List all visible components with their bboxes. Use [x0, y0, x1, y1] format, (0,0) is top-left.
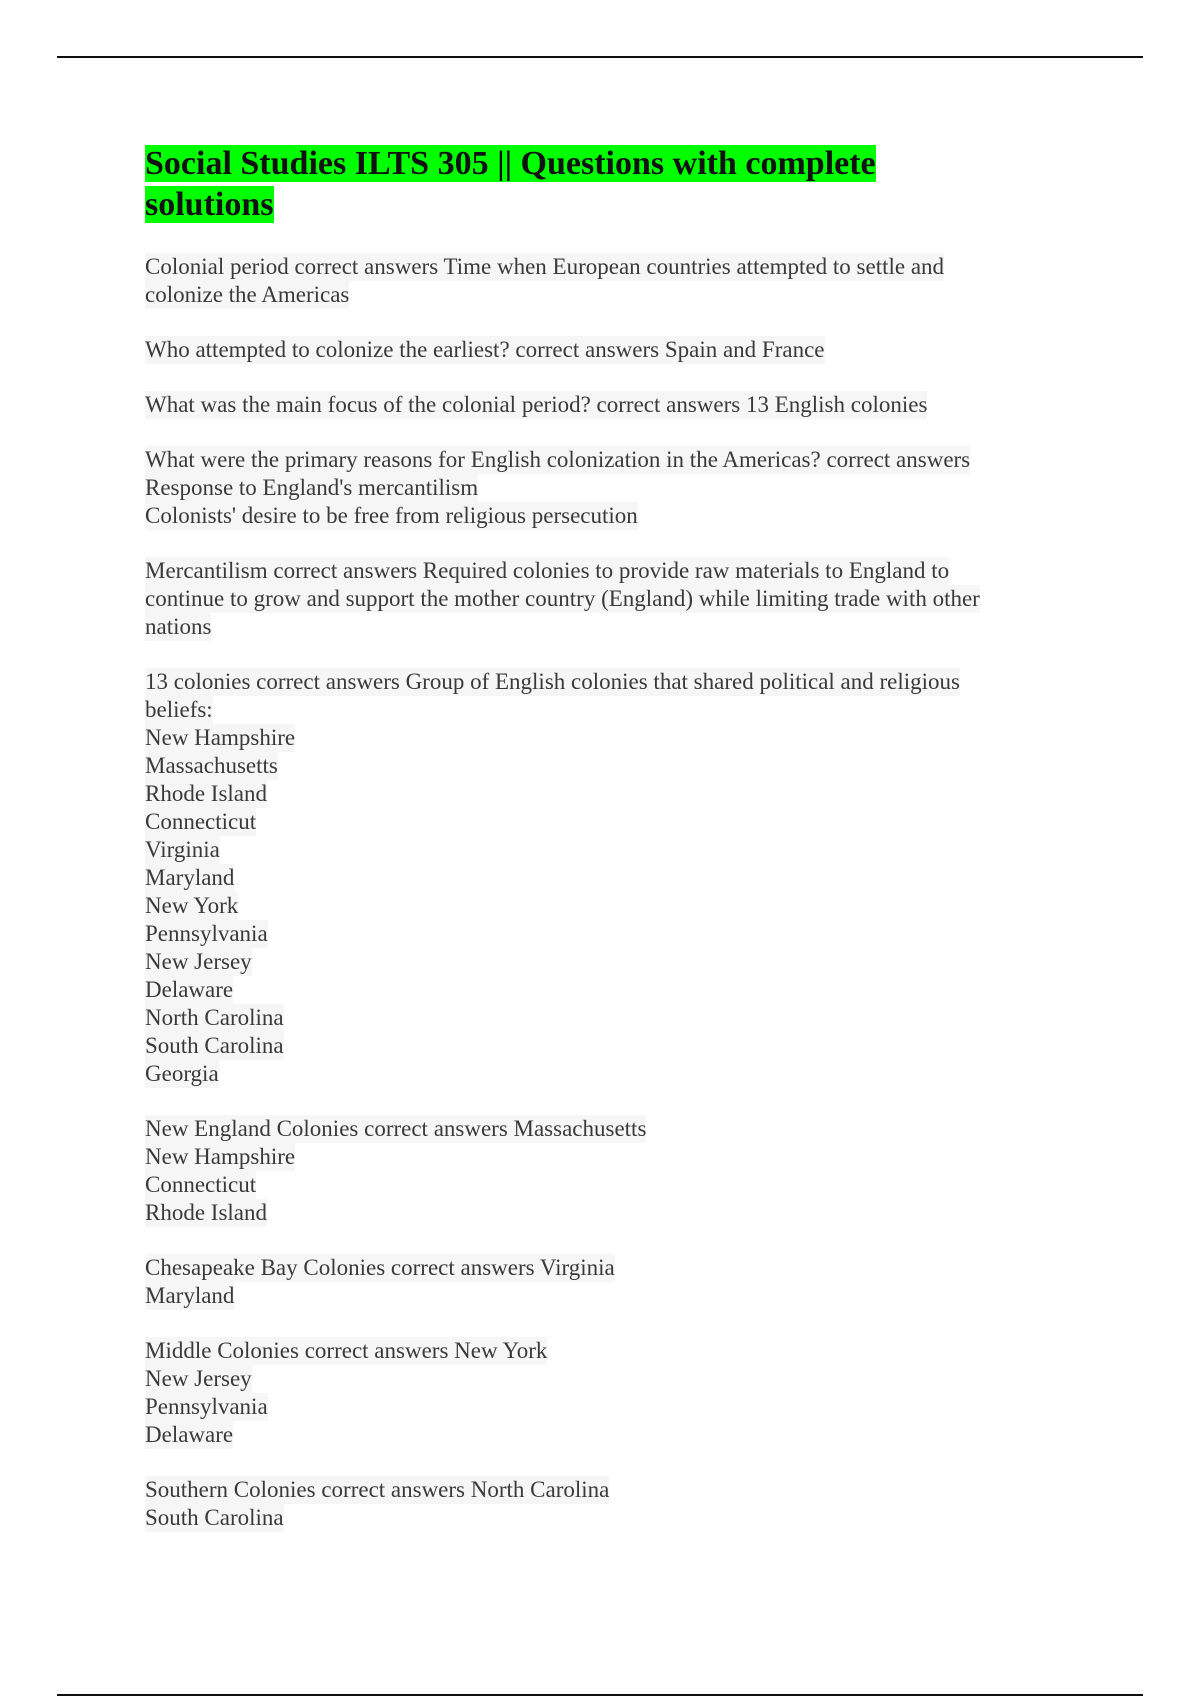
qa-entry: [145, 557, 1045, 641]
document-title: [145, 143, 945, 225]
qa-entry: [145, 1254, 1045, 1310]
entry-line: Rhode Island: [145, 781, 268, 806]
entry-line: South Carolina: [145, 1505, 284, 1530]
entry-line: New York: [145, 893, 239, 918]
entry-line: beliefs:: [145, 697, 213, 722]
document-body: [145, 143, 1045, 1532]
entry-line: Chesapeake Bay Colonies correct answers Virginia: [145, 1255, 615, 1280]
entry-line: Pennsylvania: [145, 1394, 268, 1419]
qa-entry: [145, 391, 1045, 419]
qa-entry: [145, 253, 1045, 309]
entry-line: North Carolina: [145, 1005, 284, 1030]
qa-entry: [145, 1115, 1045, 1227]
qa-entry: [145, 446, 1045, 530]
entry-line: Maryland: [145, 865, 235, 890]
entry-line: New Hampshire: [145, 1144, 296, 1169]
entry-line: New Hampshire: [145, 725, 296, 750]
qa-entry: [145, 1476, 1045, 1532]
entry-line: Middle Colonies correct answers New York: [145, 1338, 548, 1363]
document-title-text: Social Studies ILTS 305 || Questions with complete solutions: [145, 145, 876, 223]
entry-line: Who attempted to colonize the earliest? correct answers Spain and France: [145, 337, 825, 362]
entry-line: Colonial period correct answers Time when European countries attempted to settle and: [145, 254, 945, 279]
entry-line: What was the main focus of the colonial period? correct answers 13 English colonies: [145, 392, 928, 417]
qa-entry: [145, 336, 1045, 364]
entry-line: New Jersey: [145, 949, 252, 974]
entry-line: Response to England's mercantilism: [145, 475, 479, 500]
entry-line: Massachusetts: [145, 753, 278, 778]
entry-line: Southern Colonies correct answers North Carolina: [145, 1477, 610, 1502]
entry-line: South Carolina: [145, 1033, 284, 1058]
entry-line: New England Colonies correct answers Massachusetts: [145, 1116, 647, 1141]
entry-line: Pennsylvania: [145, 921, 268, 946]
entry-line: nations: [145, 614, 212, 639]
header-rule: [57, 56, 1143, 58]
entry-line: Connecticut: [145, 1172, 257, 1197]
entry-line: Delaware: [145, 977, 234, 1002]
entry-line: Delaware: [145, 1422, 234, 1447]
entry-line: Rhode Island: [145, 1200, 268, 1225]
entry-line: Mercantilism correct answers Required colonies to provide raw materials to England to: [145, 558, 950, 583]
qa-entry: [145, 1337, 1045, 1449]
entry-line: What were the primary reasons for English colonization in the Americas? correct answers: [145, 447, 971, 472]
entry-line: Virginia: [145, 837, 220, 862]
entry-line: colonize the Americas: [145, 282, 350, 307]
entry-line: Georgia: [145, 1061, 219, 1086]
entry-line: Connecticut: [145, 809, 257, 834]
footer-rule: [57, 1694, 1143, 1696]
entry-line: Colonists' desire to be free from religious persecution: [145, 503, 638, 528]
qa-entry: [145, 668, 1045, 1088]
entry-line: Maryland: [145, 1283, 235, 1308]
entry-line: New Jersey: [145, 1366, 252, 1391]
entry-line: 13 colonies correct answers Group of English colonies that shared political and religious: [145, 669, 961, 694]
entry-line: continue to grow and support the mother country (England) while limiting trade with other: [145, 586, 980, 611]
